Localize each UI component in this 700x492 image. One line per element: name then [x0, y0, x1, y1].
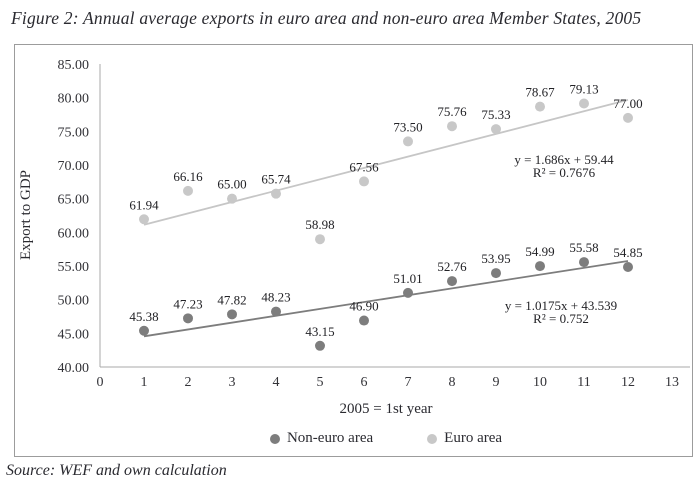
data-point-euro-area: [447, 121, 457, 131]
data-point-non-euro-area: [359, 316, 369, 326]
data-label-non-euro-area: 46.90: [349, 298, 379, 314]
data-point-non-euro-area: [139, 326, 149, 336]
chart-canvas: [15, 45, 692, 456]
data-point-euro-area: [359, 176, 369, 186]
trendline-r2-euro-area: R² = 0.7676: [532, 165, 596, 180]
x-tick-label: 0: [96, 375, 104, 390]
source-note: Source: WEF and own calculation: [6, 462, 227, 479]
x-tick-label: 6: [360, 375, 368, 390]
data-label-non-euro-area: 47.82: [217, 292, 247, 308]
x-tick-label: 10: [533, 375, 547, 390]
data-label-non-euro-area: 51.01: [393, 270, 423, 286]
y-tick-label: 65.00: [57, 192, 89, 208]
x-tick-label: 4: [272, 375, 280, 390]
data-label-euro-area: 66.16: [173, 168, 203, 184]
trendline-r2-non-euro-area: R² = 0.752: [533, 311, 589, 326]
data-point-non-euro-area: [535, 261, 545, 271]
data-label-non-euro-area: 54.99: [525, 244, 555, 260]
data-point-euro-area: [315, 234, 325, 244]
data-point-non-euro-area: [623, 262, 633, 272]
x-tick-label: 1: [140, 375, 148, 390]
x-tick-label: 13: [665, 375, 679, 390]
data-label-euro-area: 78.67: [525, 84, 555, 100]
data-label-euro-area: 75.33: [481, 107, 511, 123]
data-label-non-euro-area: 53.95: [481, 251, 511, 267]
data-point-euro-area: [491, 124, 501, 134]
legend-label-non-euro-area: Non-euro area: [286, 430, 374, 446]
y-tick-label: 70.00: [57, 159, 89, 174]
y-tick-label: 55.00: [57, 260, 89, 275]
data-point-euro-area: [535, 102, 545, 112]
data-point-euro-area: [623, 113, 633, 123]
legend-item-non-euro-area: [270, 430, 373, 447]
x-tick-label: 8: [448, 375, 456, 390]
x-tick-label: 9: [492, 375, 500, 390]
trendline-equation-euro-area: y = 1.686x + 59.44: [514, 152, 614, 167]
data-label-non-euro-area: 52.76: [437, 259, 467, 275]
data-label-euro-area: 58.98: [305, 217, 335, 233]
data-point-euro-area: [403, 136, 413, 146]
y-tick-label: 75.00: [57, 125, 89, 141]
data-label-non-euro-area: 54.85: [613, 245, 643, 261]
y-axis-title: Export to GDP: [18, 170, 34, 260]
y-tick-label: 60.00: [57, 226, 89, 242]
data-point-euro-area: [227, 194, 237, 204]
data-label-euro-area: 65.00: [217, 176, 247, 192]
data-label-non-euro-area: 45.38: [129, 308, 159, 324]
y-tick-label: 85.00: [57, 58, 89, 73]
y-tick-label: 50.00: [57, 293, 89, 309]
data-point-non-euro-area: [271, 307, 281, 317]
x-tick-label: 2: [184, 375, 192, 390]
data-label-non-euro-area: 48.23: [261, 289, 291, 305]
data-label-euro-area: 79.13: [569, 81, 599, 97]
data-point-euro-area: [139, 214, 149, 224]
legend-swatch-non-euro-area: [270, 434, 280, 444]
y-tick-label: 40.00: [57, 361, 89, 376]
data-label-euro-area: 75.76: [437, 104, 467, 120]
legend-label-euro-area: Euro area: [444, 430, 503, 446]
data-point-non-euro-area: [491, 268, 501, 278]
legend-swatch-euro-area: [427, 434, 437, 444]
y-tick-label: 45.00: [57, 327, 89, 343]
data-point-non-euro-area: [315, 341, 325, 351]
data-point-non-euro-area: [403, 288, 413, 298]
x-tick-label: 11: [577, 375, 591, 390]
data-label-non-euro-area: 47.23: [173, 296, 203, 312]
legend-item-euro-area: [427, 430, 502, 447]
data-point-non-euro-area: [579, 257, 589, 267]
x-axis-title: 2005 = 1st year: [339, 401, 433, 417]
y-tick-label: 80.00: [57, 91, 89, 107]
data-point-non-euro-area: [227, 309, 237, 319]
data-point-euro-area: [271, 189, 281, 199]
data-point-non-euro-area: [183, 313, 193, 323]
data-label-euro-area: 77.00: [613, 95, 643, 111]
figure-title: Figure 2: Annual average exports in euro area and non-euro area Member States, 2005: [11, 8, 642, 28]
legend: [100, 430, 672, 447]
x-tick-label: 3: [228, 375, 236, 390]
data-point-euro-area: [183, 186, 193, 196]
x-tick-label: 7: [404, 375, 412, 390]
x-tick-label: 5: [316, 375, 324, 390]
data-label-euro-area: 73.50: [393, 119, 423, 135]
data-label-euro-area: 61.94: [129, 197, 159, 213]
data-label-non-euro-area: 55.58: [569, 240, 599, 256]
data-point-euro-area: [579, 99, 589, 109]
chart-box: [14, 44, 693, 457]
data-point-non-euro-area: [447, 276, 457, 286]
trendline-equation-non-euro-area: y = 1.0175x + 43.539: [504, 298, 618, 313]
x-tick-label: 12: [621, 375, 635, 390]
data-label-euro-area: 67.56: [349, 159, 379, 175]
data-label-non-euro-area: 43.15: [305, 323, 335, 339]
data-label-euro-area: 65.74: [261, 171, 291, 187]
